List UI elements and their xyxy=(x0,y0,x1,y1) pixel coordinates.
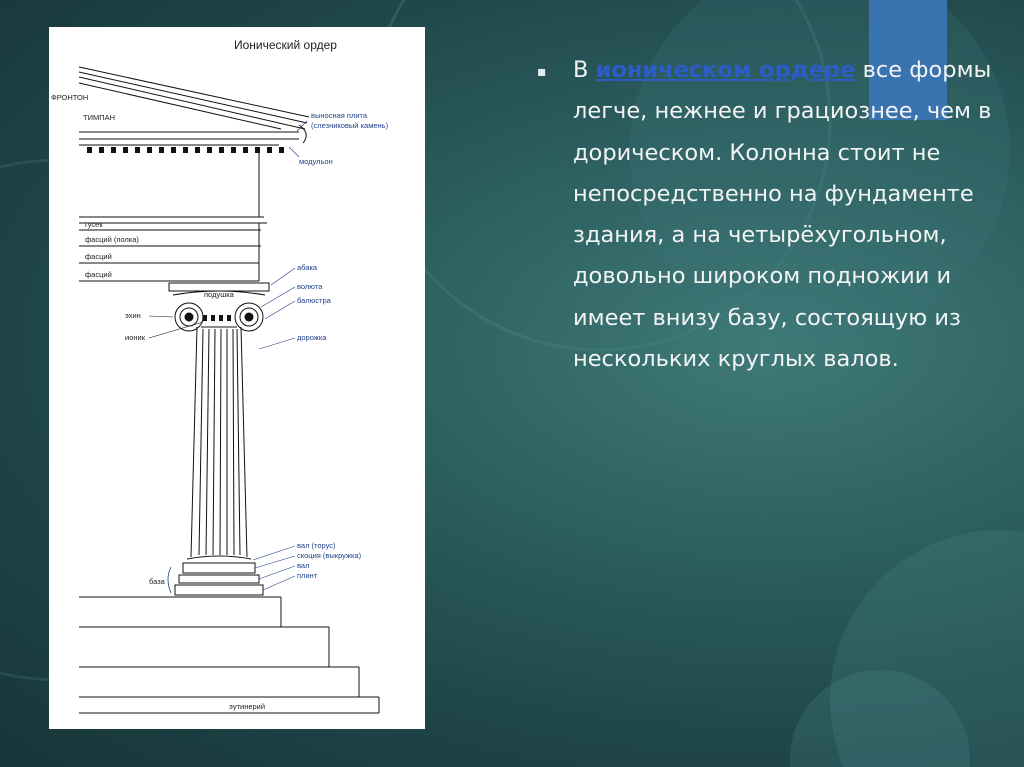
label-abaka: абака xyxy=(297,263,318,272)
description-text xyxy=(537,50,1007,380)
column-base xyxy=(175,556,263,595)
diagram-title: Ионический ордер xyxy=(234,38,337,52)
label-plint: плинт xyxy=(297,571,318,580)
dentils xyxy=(87,147,284,153)
bullet-marker: ▪ xyxy=(537,64,547,80)
label-val: вал xyxy=(297,561,310,570)
label-sleznikovy-kamen: (слезниковый камень) xyxy=(311,121,389,130)
stylobate-steps xyxy=(79,597,379,713)
label-eutiniriy: эутинерий xyxy=(229,702,266,711)
label-timpan: ТИМПАН xyxy=(83,113,116,122)
label-val-torus: вал (торус) xyxy=(297,541,336,550)
description-body: все формы легче, нежнее и грациознее, чем в дорическом. Колонна стоит не непосредственно на фундаменте здания, а на четырёхугольном, довольно широком подножии и имеет внизу базу, состоящую из нескольких круглых валов. xyxy=(573,57,992,373)
label-fasciy-1: фасций xyxy=(85,252,112,261)
label-vynosnaya-plita: выносная плита xyxy=(311,111,368,120)
label-ekhin: эхин xyxy=(125,311,141,320)
description-prefix: В xyxy=(573,57,596,83)
label-voluta: волюта xyxy=(297,282,323,291)
ionic-order-diagram xyxy=(49,27,425,729)
label-modulon: модульон xyxy=(299,157,333,166)
ionik-row xyxy=(203,315,231,321)
label-dorozhka: дорожка xyxy=(297,333,327,342)
label-podushka: подушка xyxy=(204,290,234,299)
ionic-order-link[interactable]: ионическом ордере xyxy=(595,57,856,83)
label-baza: база xyxy=(149,577,165,586)
label-fasciy-polka: фасций (полка) xyxy=(85,235,139,244)
label-gusek: гусек xyxy=(85,220,103,229)
label-fronton: ФРОНТОН xyxy=(51,93,89,102)
label-skociya: скоция (выкружка) xyxy=(297,551,362,560)
column-shaft xyxy=(191,327,247,557)
pediment xyxy=(79,67,309,145)
label-fasciy-2: фасций xyxy=(85,270,112,279)
label-balyustra: балюстра xyxy=(297,296,331,305)
label-ionik: ионик xyxy=(125,333,145,342)
description-paragraph xyxy=(537,50,1007,380)
